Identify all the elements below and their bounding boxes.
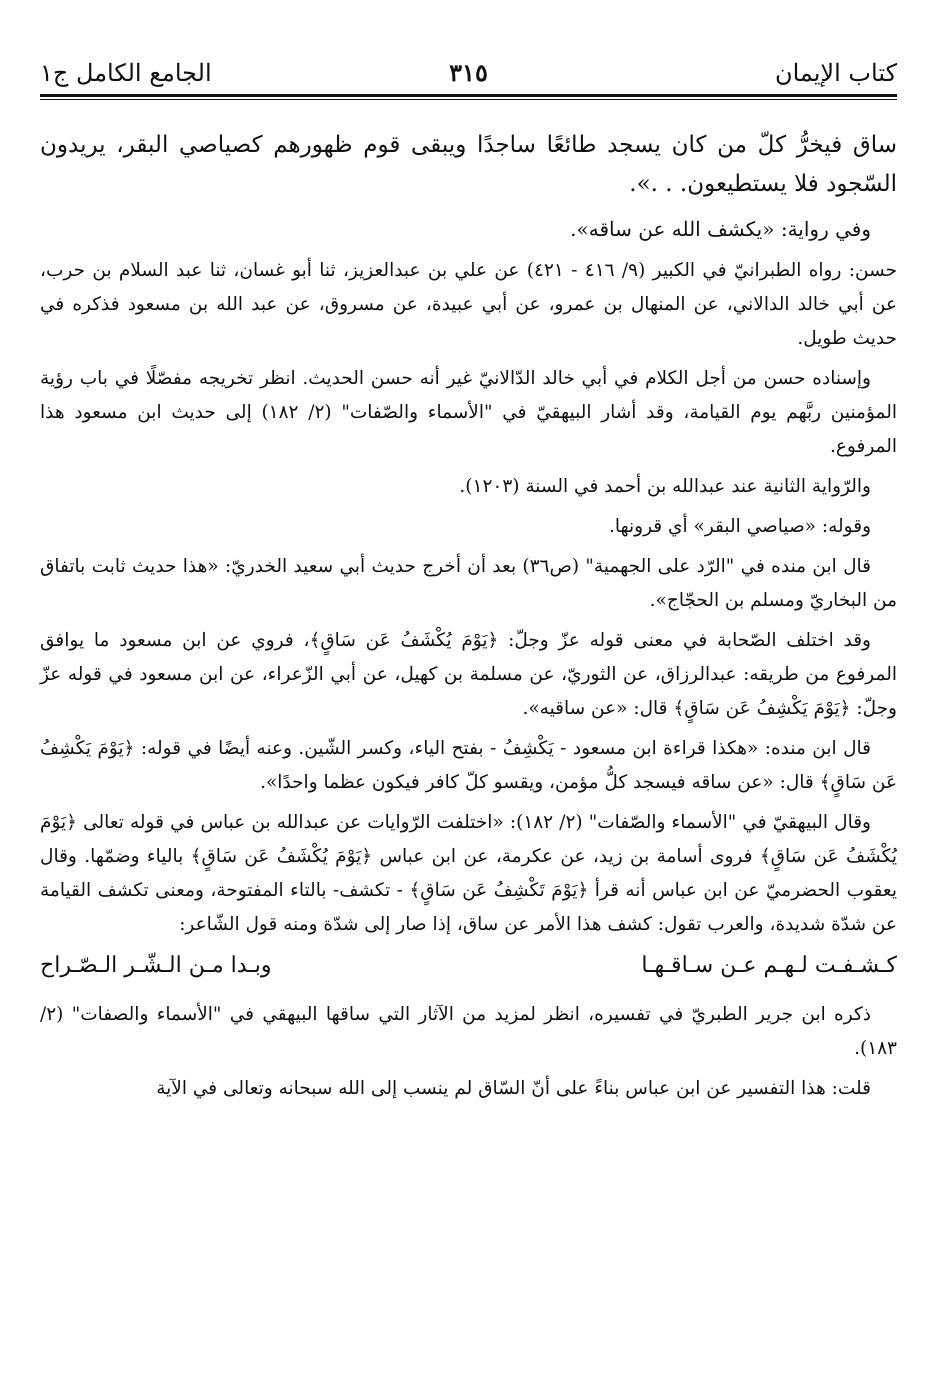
isnad-paragraph: وإسناده حسن من أجل الكلام في أبي خالد الدّالانيّ غير أنه حسن الحديث. انظر تخريجه مفصّلًا في باب رؤية المؤمنين ربَّهم يوم القيامة، وقد أشار البيهقيّ في "الأسماء والصّفات" (٢/ ١٨٢) إلى حديث ابن مسعود هذا المرفوع. <box>40 368 897 457</box>
alternate-narration: وفي رواية: «يكشف الله عن ساقه». <box>570 217 871 241</box>
takhrij-paragraph: حسن: رواه الطبرانيّ في الكبير (٩/ ٤١٦ - ٤٢١) عن علي بن عبدالعزيز، ثنا أبو غسان، ثنا عبد السلام بن حرب، عن أبي خالد الدالاني، عن المنهال بن عمرو، عن أبي عبيدة، عن مسروق، عن عبد الله بن مسعود فذكره في حديث طويل. <box>40 260 898 349</box>
second-narration-paragraph: والرّواية الثانية عند عبدالله بن أحمد في السنة (١٢٠٣). <box>459 476 871 497</box>
page-body <box>40 126 897 1106</box>
verse-first-hemistich: كـشـفـت لـهـم عـن سـاقـهـا <box>641 953 897 978</box>
vocabulary-paragraph: وقوله: «صياصي البقر» أي قرونها. <box>608 516 871 537</box>
header-rule-thick <box>40 94 897 97</box>
book-title: الجامع الكامل ج١ <box>40 59 212 87</box>
page-number: ٣١٥ <box>449 58 488 87</box>
companions-difference-paragraph: وقد اختلف الصّحابة في معنى قوله عزّ وجلّ: ﴿يَوْمَ يُكْشَفُ عَن سَاقٍ﴾، فروي عن ابن مسعود ما يوافق المرفوع من طريقه: عبدالرزاق، عن الثوريّ، عن مسلمة بن كهيل، عن أبي الزّعراء، عن ابن مسعود في قوله عزّ وجلّ: ﴿يَوْمَ يَكْشِفُ عَن سَاقٍ﴾ قال: «عن ساقيه». <box>40 630 897 719</box>
hadith-text: ساق فيخرُّ كلّ من كان يسجد طائعًا ساجدًا ويبقى قوم ظهورهم كصياصي البقر، يريدون السّجود فلا يستطيعون. . .». <box>40 132 897 197</box>
ibn-mandah-paragraph: قال ابن منده في "الرّد على الجهمية" (ص٣٦) بعد أن أخرج حديث أبي سعيد الخدريّ: «هذا حديث ثابت باتفاق من البخاريّ ومسلم بن الحجّاج». <box>40 556 897 611</box>
chapter-title: كتاب الإيمان <box>774 59 897 87</box>
page <box>40 48 897 1112</box>
poetry-verse <box>40 948 897 984</box>
verse-second-hemistich: وبـدا مـن الـشّـر الـصّـراح <box>40 953 272 978</box>
bayhaqi-paragraph: وقال البيهقيّ في "الأسماء والصّفات" (٢/ ١٨٢): «اختلفت الرّوايات عن عبدالله بن عباس في قوله تعالى ﴿يَوْمَ يُكْشَفُ عَن سَاقٍ﴾ فروى أسامة بن زيد، عن عكرمة، عن ابن عباس ﴿يَوْمَ يُكْشَفُ عَن سَاقٍ﴾ بالياء وضمّها. وقال يعقوب الحضرميّ عن ابن عباس أنه قرأ ﴿يَوْمَ تَكْشِفُ عَن سَاقٍ﴾ - تكشف- بالتاء المفتوحة، ومعنى تكشف القيامة عن شدّة شديدة، والعرب تقول: كشف هذا الأمر عن ساق، إذا صار إلى شدّة ومنه قول الشّاعر: <box>40 812 897 935</box>
header-rule-thin <box>40 99 897 100</box>
running-header <box>40 48 897 92</box>
author-note-paragraph: قلت: هذا التفسير عن ابن عباس بناءً على أنّ السّاق لم ينسب إلى الله سبحانه وتعالى في الآية <box>156 1078 871 1099</box>
ibn-mandah-reading-paragraph: قال ابن منده: «هكذا قراءة ابن مسعود - يَكْشِفُ - بفتح الياء، وكسر الشّين. وعنه أيضًا في قوله: ﴿يَوْمَ يَكْشِفُ عَن سَاقٍ﴾ قال: «عن ساقه فيسجد كلُّ مؤمن، ويقسو كلّ كافر فيكون عظما واحدًا». <box>40 738 897 793</box>
tabari-paragraph: ذكره ابن جرير الطبريّ في تفسيره، انظر لمزيد من الآثار التي ساقها البيهقي في "الأسماء والصفات" (٢/ ١٨٣). <box>40 1004 897 1059</box>
